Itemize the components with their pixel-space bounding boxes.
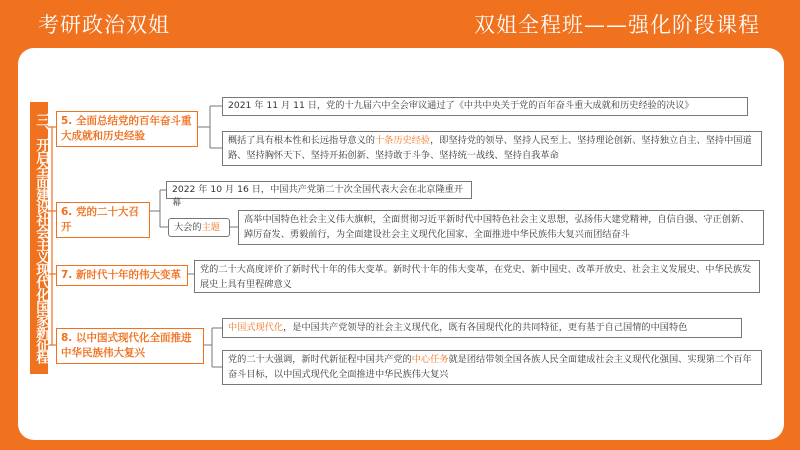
highlight-central-task: 中心任务	[411, 354, 449, 365]
topic-8-detail-central-task: 党的二十大强调，新时代新征程中国共产党的中心任务就是团结带领全国各族人民全面建成社会主义现代化强国、实现第二个百年奋斗目标，以中国式现代化全面推进中华民族伟大复兴	[222, 350, 762, 385]
brand-title: 考研政治双姐	[38, 13, 170, 37]
highlight-ten-experiences: 十条历史经验	[375, 135, 431, 146]
topic-6-detail-date: 2022 年 10 月 16 日，中国共产党第二十次全国代表大会在北京隆重开幕	[166, 181, 472, 199]
topic-7-node: 7. 新时代十年的伟大变革	[56, 265, 188, 286]
topic-6-node: 6. 党的二十大召开	[56, 202, 150, 238]
theme-label: 大会的主题	[168, 218, 230, 237]
section-title: 三、开启全面建设社会主义现代化国家新征程	[30, 102, 48, 374]
topic-7-detail: 党的二十大高度评价了新时代十年的伟大变革。新时代十年的伟大变革，在党史、新中国史、改革开放史、社会主义发展史、中华民族发展史上具有里程碑意义	[194, 260, 760, 293]
topic-8-detail-modernization: 中国式现代化，是中国共产党领导的社会主义现代化，既有各国现代化的共同特征，更有基于自己国情的中国特色	[222, 318, 742, 338]
topic-5-detail-date: 2021 年 11 月 11 日，党的十九届六中全会审议通过了《中共中央关于党的百年奋斗重大成就和历史经验的决议》	[222, 97, 748, 116]
topic-5-detail-experience: 概括了具有根本性和长远指导意义的十条历史经验，即坚持党的领导、坚持人民至上、坚持理论创新、坚持独立自主、坚持中国道路、坚持胸怀天下、坚持开拓创新、坚持敢于斗争、坚持统一战线、坚持自我革命	[222, 131, 762, 166]
course-title: 双姐全程班——强化阶段课程	[474, 13, 760, 37]
topic-5-node: 5. 全面总结党的百年奋斗重大成就和历史经验	[56, 111, 198, 147]
highlight-chinese-modernization: 中国式现代化	[228, 322, 284, 333]
topic-8-node: 8. 以中国式现代化全面推进中华民族伟大复兴	[56, 328, 204, 364]
topic-6-detail-theme: 高举中国特色社会主义伟大旗帜，全面贯彻习近平新时代中国特色社会主义思想，弘扬伟大建党精神，自信自强、守正创新、踔厉奋发、勇毅前行，为全面建设社会主义现代化国家、全面推进中华民族伟大复兴而团结奋斗	[238, 210, 764, 245]
